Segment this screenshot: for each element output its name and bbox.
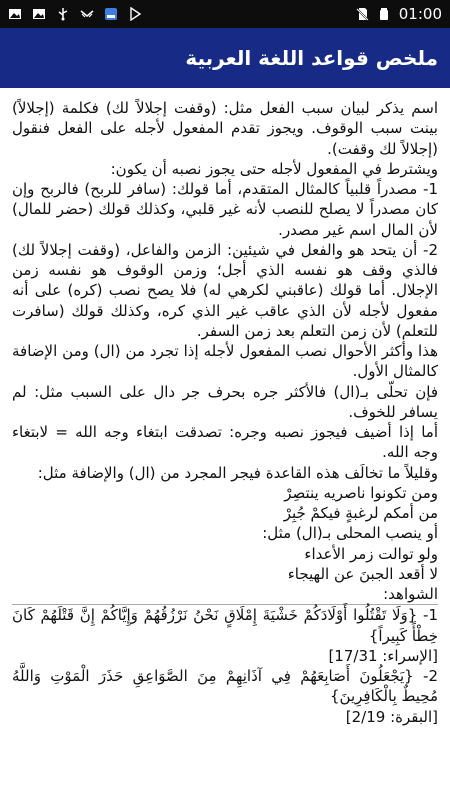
mail-icon <box>80 7 94 21</box>
no-sim-icon <box>355 7 369 21</box>
paragraph-condition-1: 1- مصدراً قلبياً كالمثال المتقدم، أما قولك: (سافر للربح) فالربح وإن كان مصدراً لا يصلح للنصب لأنه غير قلبي، وكذلك قولك (حضر للمال) لأن المال اسم غير مصدر. <box>12 180 438 239</box>
photo-icon <box>8 7 22 21</box>
play-store-icon <box>128 7 142 21</box>
article-content[interactable] <box>0 88 450 800</box>
verse-line: ومن تكونوا ناصريه ينتصِرْ <box>284 483 438 502</box>
verse-line: ولو توالت زمر الأعداء <box>304 544 438 563</box>
status-bar <box>0 0 450 28</box>
verse-reference-1: [الإسراء: 17/31] <box>328 646 438 665</box>
verse-line: من أمكم لرغبةٍ فيكمْ جُبِرْ <box>283 504 438 522</box>
system-status <box>355 5 442 23</box>
paragraph-rule-idafa: أما إذا أضيف فيجوز نصبه وجره: تصدقت ابتغاء وجه الله = لابتغاء وجه الله. <box>12 423 438 462</box>
paragraph-condition-2: 2- أن يتحد هو والفعل في شيئين: الزمن والفاعل، (وقفت إجلالاً لك) فالذي وقف هو نفسه الذي أجل؛ وزمن الوقوف هو نفسه زمن الإجلال. أما قولك (عاقبني لكرهي له) فلا يصح نصب (كره) على أنه مفعول لأجله لأن الذي عاقب غير الذي كره، وكذلك قولك (سافرت للتعلم) لأن زمن التعلم بعد زمن السفر. <box>12 240 438 340</box>
battery-icon <box>377 7 391 21</box>
paragraph-rule-nasb: هذا وأكثر الأحوال نصب المفعول لأجله إذا تجرد من (ال) ومن الإضافة كالمثال الأول. <box>12 342 438 381</box>
paragraph-definition: اسم يذكر لبيان سبب الفعل مثل: (وقفت إجلالاً لك) فكلمة (إجلالاً) بينت سبب الوقوف. ويجوز تقدم المفعول لأجله على الفعل فنقول (إجلالاً لك وقفت). <box>12 99 438 158</box>
photo-icon <box>32 7 46 21</box>
quran-verse-1: 1- {وَلَا تَقْتُلُوا أَوْلَادَكُمْ خَشْيَةَ إِمْلَاقٍ نَحْنُ نَرْزُقُهُمْ وَإِيَّاكُمْ إِنَّ قَتْلَهُمْ كَانَ خِطْأً كَبِيراً} <box>12 606 438 645</box>
paragraph-rule-al: فإن تحلّى بـ(ال) فالأكثر جره بحرف جر دال على السبب مثل: لم يسافر للخوف. <box>12 382 438 421</box>
verse-line: لا أقعد الجبنَ عن الهيجاء <box>287 564 438 583</box>
paragraph-nasb-al: أو ينصب المحلى بـ(ال) مثل: <box>262 524 438 543</box>
clock: 01:00 <box>398 5 442 23</box>
paragraph-conditions-intro: ويشترط في المفعول لأجله حتى يجوز نصبه أن يكون: <box>110 159 438 178</box>
usb-icon <box>56 7 70 21</box>
paragraph-exception: وقليلاً ما تخالَف هذه القاعدة فيجر المجرد من (ال) والإضافة مثل: <box>37 463 438 482</box>
app-badge-icon <box>104 7 118 21</box>
verse-reference-2: [البقرة: 2/19] <box>345 707 438 726</box>
evidence-heading: الشواهد: <box>12 584 438 605</box>
app-bar <box>0 28 450 88</box>
app-title: ملخص قواعد اللغة العربية <box>185 46 438 70</box>
notification-icons <box>8 7 142 21</box>
quran-verse-2: 2- {يَجْعَلُونَ أَصَابِعَهُمْ فِي آذَانِهِمْ مِنَ الصَّوَاعِقِ حَذَرَ الْمَوْتِ وَاللَّهُ مُحِيطٌ بِالْكَافِرِينَ} <box>12 667 438 706</box>
